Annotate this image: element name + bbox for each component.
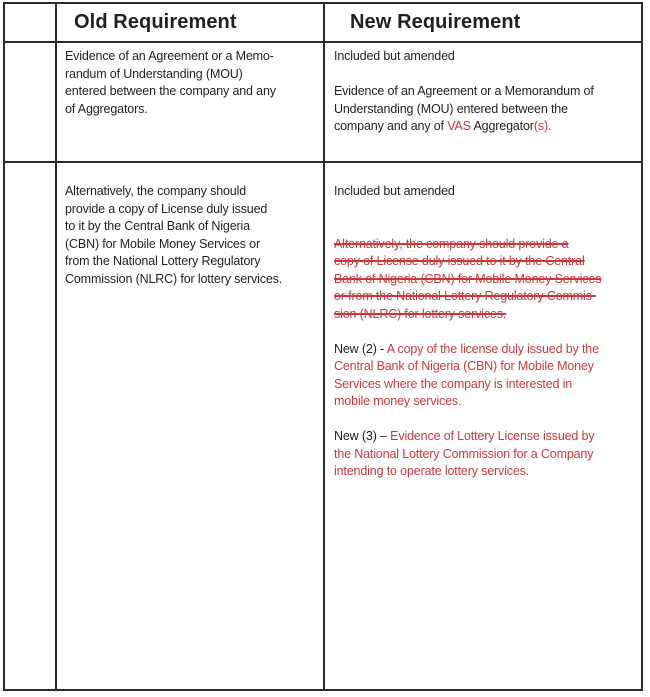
row1-spacer-cell	[5, 43, 57, 163]
text-line	[334, 411, 635, 429]
amended-text-segment: the National Lottery Commission for a Company	[334, 446, 594, 461]
struck-text-segment: Alternatively, the company should provide a	[334, 236, 569, 251]
text-segment: Alternatively, the company should	[65, 184, 247, 198]
struck-text-segment: or from the National Lottery Regulatory Commis-	[334, 289, 596, 303]
text-line	[334, 341, 635, 359]
text-line	[334, 83, 635, 101]
text-line	[334, 271, 635, 289]
header-old-requirement-label: Old Requirement	[74, 11, 237, 33]
text-line	[334, 253, 635, 271]
text-segment: company and any of	[334, 119, 448, 133]
text-line	[334, 446, 635, 464]
text-segment: New (3) –	[334, 429, 391, 443]
text-segment: to it by the Central Bank of Nigeria	[65, 219, 250, 233]
amended-text-segment: Services where the company is interested in	[334, 376, 573, 391]
text-line	[65, 218, 317, 236]
requirements-comparison-table	[3, 2, 643, 691]
row1-new-requirement-cell	[325, 43, 641, 163]
text-line	[65, 253, 317, 271]
text-line	[65, 83, 317, 101]
text-line	[334, 358, 635, 376]
amended-text-segment: (s).	[533, 119, 552, 133]
text-line	[334, 428, 635, 446]
text-line	[334, 66, 635, 84]
struck-text-segment: Bank of Nigeria (CBN) for Mobile Money Services	[334, 271, 602, 286]
text-line	[334, 118, 635, 136]
text-line	[334, 236, 635, 254]
header-new-requirement	[325, 4, 641, 43]
text-line	[334, 323, 635, 341]
row2-new-requirement-cell	[325, 163, 641, 689]
row2-spacer-cell	[5, 163, 57, 689]
text-line	[334, 463, 635, 481]
header-old-requirement	[57, 4, 325, 43]
text-line	[334, 183, 635, 201]
text-line	[65, 183, 317, 201]
struck-text-segment: sion (NLRC) for lottery services.	[334, 306, 507, 321]
text-segment: Evidence of an Agreement or a Memo-	[65, 49, 274, 63]
text-segment: Understanding (MOU) entered between the	[334, 101, 568, 116]
amended-text-segment: intending to operate lottery services.	[334, 464, 530, 478]
text-segment: Included but amended	[334, 49, 455, 63]
text-segment: Commission (NLRC) for lottery services.	[65, 271, 283, 286]
text-line	[65, 271, 317, 289]
amended-text-segment: A copy of the license duly issued by the	[386, 341, 599, 356]
text-segment: Evidence of an Agreement or a Memorandum of	[334, 84, 594, 98]
header-new-requirement-label: New Requirement	[350, 11, 521, 33]
text-segment: entered between the company and any	[65, 84, 276, 98]
text-line	[334, 218, 635, 236]
amended-text-segment: mobile money services.	[334, 394, 462, 408]
amended-text-segment: Evidence of Lottery License issued by	[390, 429, 595, 443]
text-line	[334, 393, 635, 411]
row2-old-requirement-cell	[57, 163, 325, 689]
amended-text-segment: Central Bank of Nigeria (CBN) for Mobile Money	[334, 359, 594, 373]
text-segment: randum of Understanding (MOU)	[65, 66, 243, 81]
text-segment: New (2) -	[334, 341, 387, 356]
text-line	[65, 48, 317, 66]
text-segment: of Aggregators.	[65, 101, 148, 116]
text-line	[334, 376, 635, 394]
text-line	[65, 236, 317, 254]
text-segment: provide a copy of License duly issued	[65, 201, 268, 216]
row1-old-requirement-cell	[57, 43, 325, 163]
text-segment: Included but amended	[334, 184, 455, 198]
text-line	[65, 101, 317, 119]
header-spacer-cell	[5, 4, 57, 43]
text-line	[334, 288, 635, 306]
text-line	[65, 201, 317, 219]
text-line	[334, 101, 635, 119]
text-line	[334, 306, 635, 324]
text-line	[334, 201, 635, 219]
struck-text-segment: copy of License duly issued to it by the Central	[334, 254, 585, 268]
amended-text-segment: VAS	[447, 119, 471, 133]
text-segment: from the National Lottery Regulatory	[65, 254, 261, 268]
text-segment: (CBN) for Mobile Money Services or	[65, 236, 260, 251]
text-segment: Aggregator	[470, 119, 534, 133]
text-line	[65, 66, 317, 84]
text-line	[334, 48, 635, 66]
